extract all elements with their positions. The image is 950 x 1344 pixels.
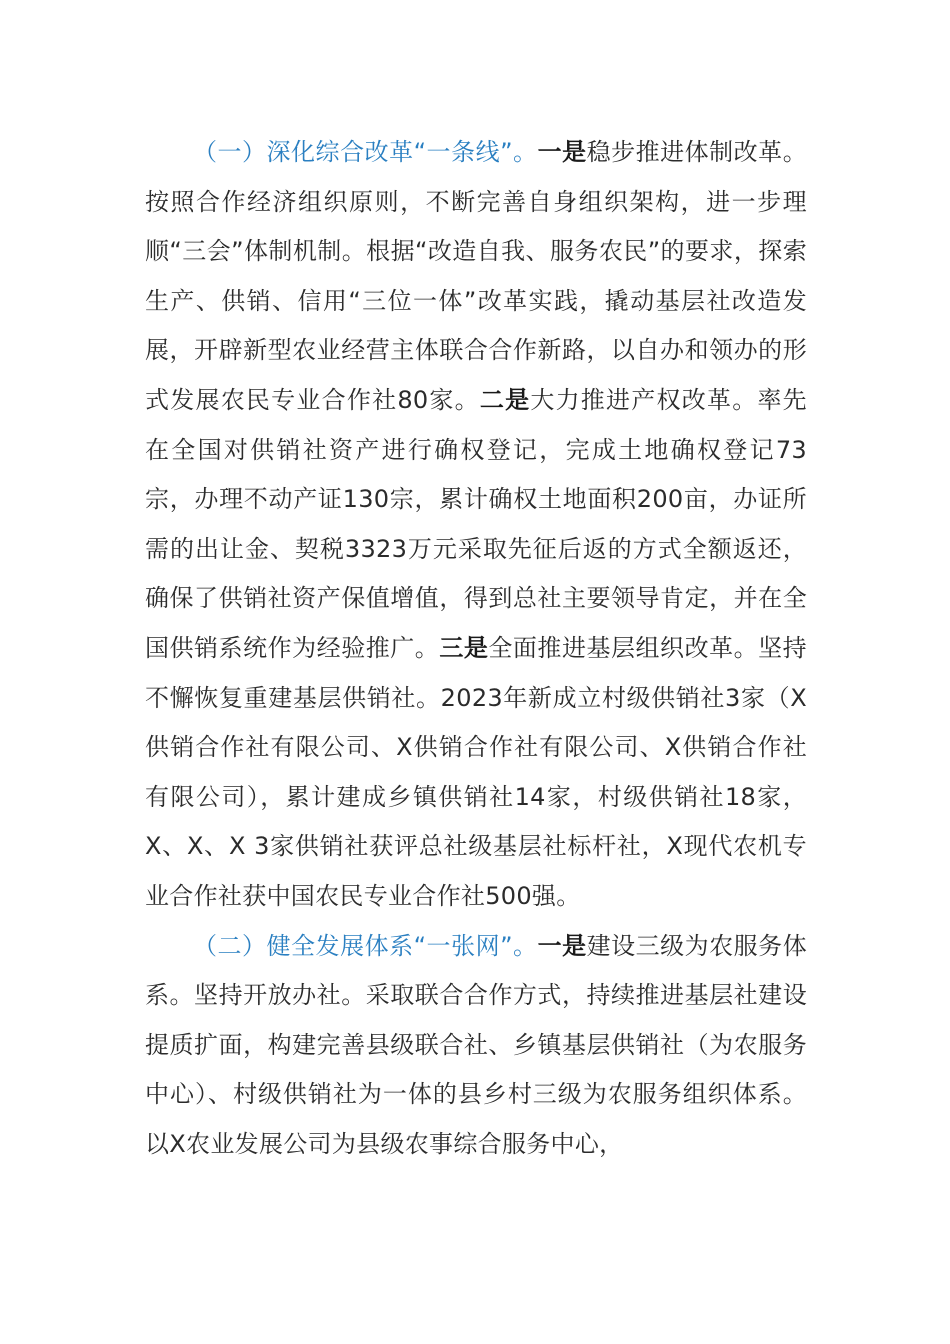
point-label-3: 三是: [439, 633, 489, 662]
paragraph-section-2: [145, 922, 807, 1170]
point-label-4: 一是: [537, 931, 587, 960]
point-label-2: 二是: [479, 385, 531, 414]
paragraph-section-1: [145, 128, 807, 922]
point-label-1: 一是: [537, 138, 587, 166]
point-text-1: 稳步推进体制改革。按照合作经济组织原则，不断完善自身组织架构，进一步理顺“三会”体制机制。根据“改造自我、服务农民”的要求，探索生产、供销、信用“三位一体”改革实践，撬动基层社改造发展，开辟新型农业经营主体联合合作新路，以自办和领办的形式发展农民专业合作社80家。: [145, 138, 807, 414]
section-heading-2: （二）健全发展体系“一张网”。: [193, 931, 538, 960]
document-body: [145, 128, 807, 1169]
point-text-3: 全面推进基层组织改革。坚持不懈恢复重建基层供销社。2023年新成立村级供销社3家（X供销合作社有限公司、X供销合作社有限公司、X供销合作社有限公司），累计建成乡镇供销社14家，村级供销社18家，X、X、X 3家供销社获评总社级基层社标杆社，X现代农机专业合作社获中国农民专业合作社500强。: [145, 633, 807, 910]
point-text-4: 建设三级为农服务体系。坚持开放办社。采取联合合作方式，持续推进基层社建设提质扩面，构建完善县级联合社、乡镇基层供销社（为农服务中心）、村级供销社为一体的县乡村三级为农服务组织体系。以X农业发展公司为县级农事综合服务中心，: [145, 931, 807, 1158]
section-heading-1: （一）深化综合改革“一条线”。: [193, 138, 538, 166]
point-text-2: 大力推进产权改革。率先在全国对供销社资产进行确权登记，完成土地确权登记73宗，办理不动产证130宗，累计确权土地面积200亩，办证所需的出让金、契税3323万元采取先征后返的方式全额返还，确保了供销社资产保值增值，得到总社主要领导肯定，并在全国供销系统作为经验推广。: [145, 385, 807, 662]
